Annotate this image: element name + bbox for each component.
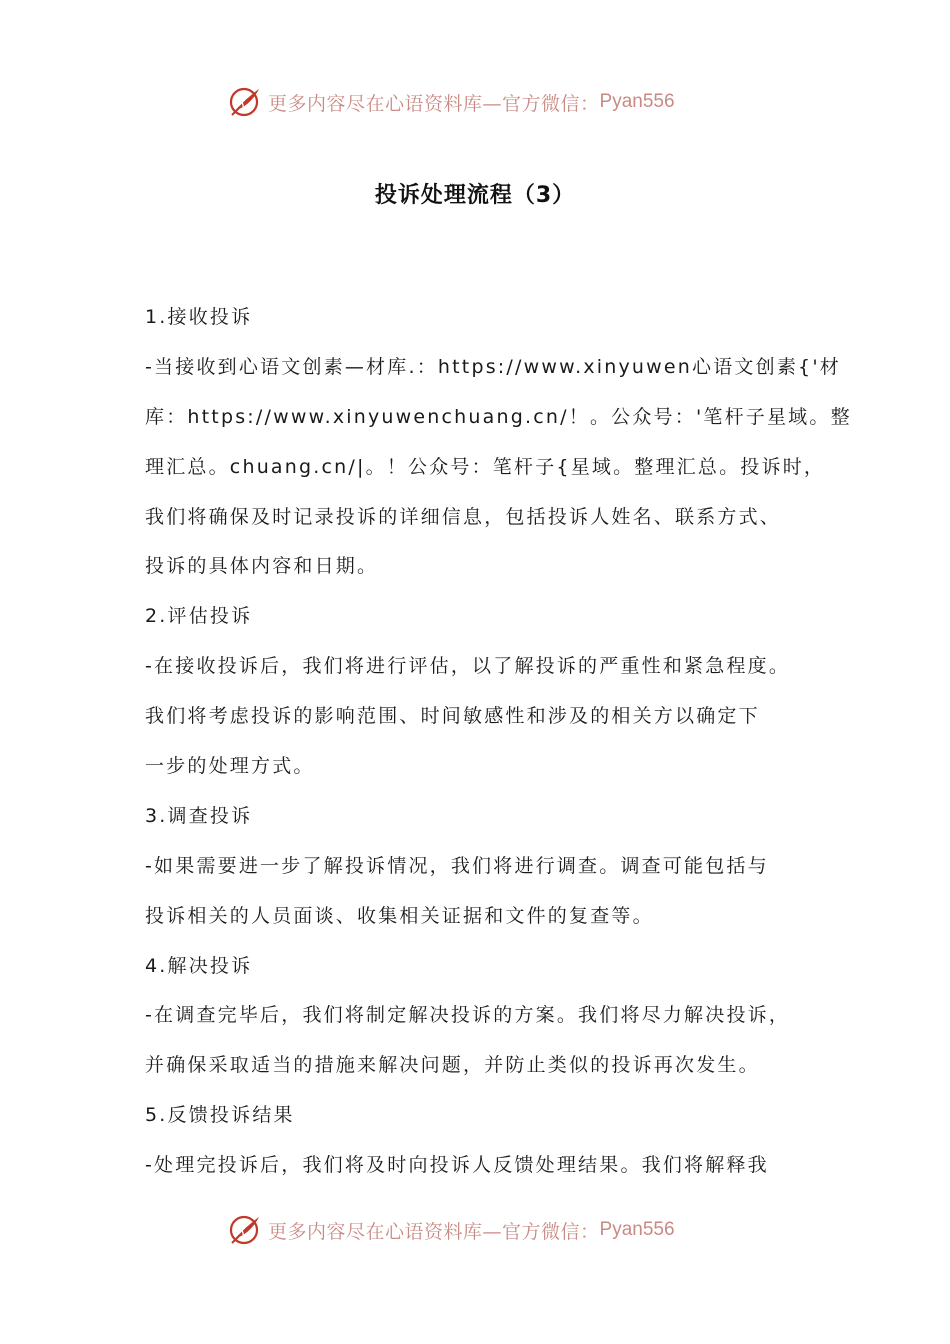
paragraph-line: 并确保采取适当的措施来解决问题，并防止类似的投诉再次发生。 xyxy=(145,1054,760,1077)
banner-wechat-id: Pyan556 xyxy=(599,91,675,112)
paragraph-line: -处理完投诉后，我们将及时向投诉人反馈处理结果。我们将解释我 xyxy=(145,1154,769,1177)
section-heading: 5.反馈投诉结果 xyxy=(145,1104,295,1127)
section-heading: 4.解决投诉 xyxy=(145,954,253,977)
paragraph-line: -在接收投诉后，我们将进行评估，以了解投诉的严重性和紧急程度。 xyxy=(145,655,791,678)
paragraph-line: -当接收到心语文创素—材库.：https://www.xinyuwen心语文创素{'材 xyxy=(145,355,841,378)
quill-logo-icon xyxy=(228,85,262,119)
paragraph-line: 一步的处理方式。 xyxy=(145,755,315,778)
paragraph-line: 理汇总。chuang.cn/|。！公众号：笔杆子{星域。整理汇总。投诉时， xyxy=(145,455,826,478)
banner-wechat-id: Pyan556 xyxy=(599,1219,675,1240)
section-heading: 3.调查投诉 xyxy=(145,804,253,827)
document-body xyxy=(145,293,852,1191)
paragraph-line: 投诉相关的人员面谈、收集相关证据和文件的复查等。 xyxy=(145,904,654,927)
banner-slogan: 更多内容尽在心语资料库—官方微信： xyxy=(268,92,600,115)
paragraph-line: -如果需要进一步了解投诉情况，我们将进行调查。调查可能包括与 xyxy=(145,854,769,877)
footer-banner xyxy=(228,1210,675,1250)
paragraph-line: -在调查完毕后，我们将制定解决投诉的方案。我们将尽力解决投诉， xyxy=(145,1004,791,1027)
banner-slogan: 更多内容尽在心语资料库—官方微信： xyxy=(268,1220,600,1243)
section-heading: 1.接收投诉 xyxy=(145,306,253,328)
paragraph-line: 库：https://www.xinyuwenchuang.cn/！。公众号：'笔杆子星域。整 xyxy=(145,405,852,428)
paragraph-line: 我们将确保及时记录投诉的详细信息，包括投诉人姓名、联系方式、 xyxy=(145,505,782,528)
paragraph-line: 我们将考虑投诉的影响范围、时间敏感性和涉及的相关方以确定下 xyxy=(145,705,760,728)
section-heading: 2.评估投诉 xyxy=(145,605,253,628)
page-title: 投诉处理流程（3） xyxy=(374,183,576,208)
quill-logo-icon xyxy=(228,1213,262,1247)
paragraph-line: 投诉的具体内容和日期。 xyxy=(145,555,379,578)
header-banner xyxy=(228,82,675,122)
